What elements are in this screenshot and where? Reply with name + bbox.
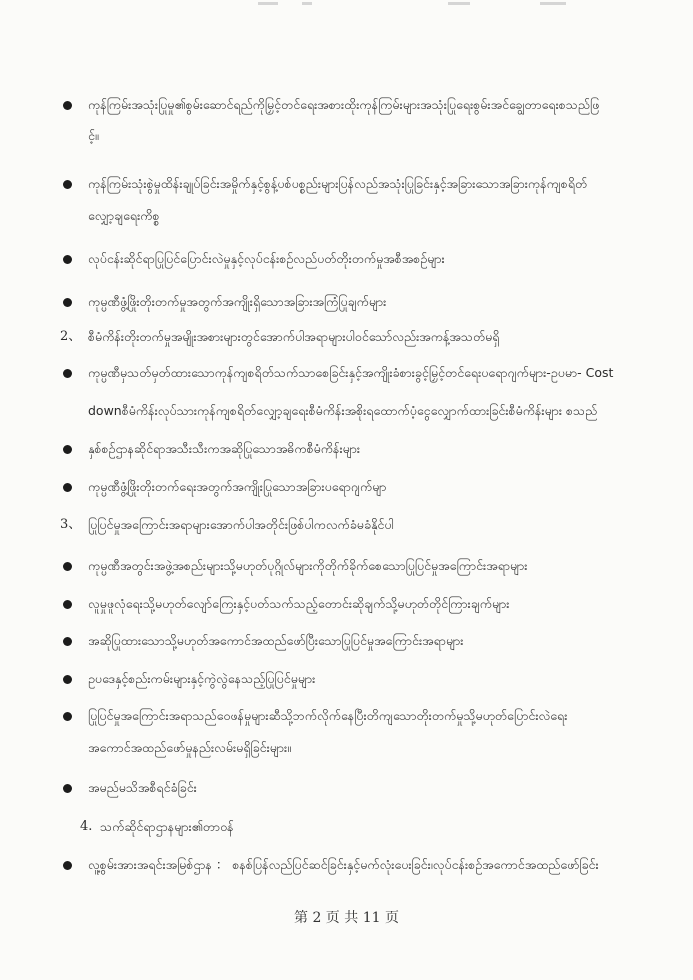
line-text: ကုန်ကြမ်းအသုံးပြုမှု၏စွမ်းဆောင်ရည်ကိုမြှင့်တင်ရေးအစားထိုးကုန်ကြမ်းများအသုံးပြုရေးစွမ်းအင်ချွေတာရေးစသည်ဖြ (88, 97, 600, 112)
list-number: 3、 (60, 517, 82, 532)
line-text: လုပ်ငန်းဆိုင်ရာပြုပြင်ပြောင်းလဲမှုနှင့်လုပ်ငန်းစဉ်လည်ပတ်တိုးတက်မှုအစီအစဉ်များ (88, 251, 445, 266)
bullet-icon (63, 712, 72, 721)
line-text: ပြုပြင်မှုအကြောင်းအရာများအောက်ပါအတိုင်းဖြစ်ပါကလက်ခံမခံနိုင်ပါ (88, 517, 394, 532)
scan-mark (258, 2, 278, 5)
line-text: အဆိုပြုထားသောသို့မဟုတ်အကောင်အထည်ဖော်ပြီးသောပြုပြင်မှုအကြောင်းအရာများ (88, 633, 464, 648)
line-text: ကုမ္ပဏီဖွံ့ဖြိုးတိုးတက်မှုအတွက်အကျိုးရှိသောအခြားအကြံပြုချက်များ (88, 294, 387, 309)
bullet-icon (63, 101, 72, 110)
line-text: ကုန်ကြမ်းသုံးစွဲမှုထိန်းချုပ်ခြင်းအမှိုက်နှင့်စွန့်ပစ်ပစ္စည်းများပြန်လည်အသုံးပြုခြင်းနှင့်အခြားသောအခြားကုန်ကျစရိတ် (88, 176, 588, 191)
bullet-icon (63, 861, 72, 870)
list-number: 2、 (60, 329, 82, 344)
line-text: နှစ်စဉ်ဌာနဆိုင်ရာအသီးသီးကအဆိုပြုသောအဓိကစီမံကိန်းများ (88, 441, 361, 456)
line-text: လူ့စွမ်းအားအရင်းအမြစ်ဌာန ： စနစ်ပြန်လည်ပြင်ဆင်ခြင်းနှင့်မက်လုံးပေးခြင်း၊လုပ်ငန်းစဉ်အကောင်အထည်ဖော်ခြင်း (88, 857, 599, 872)
bullet-icon (63, 675, 72, 684)
line-text: လူမှုဖူလုံရေးသို့မဟုတ်လျော်ကြေးနှင့်ပတ်သက်သည့်တောင်းဆိုချက်သို့မဟုတ်တိုင်ကြားချက်များ (88, 596, 510, 611)
scan-mark (540, 2, 566, 5)
bullet-icon (63, 298, 72, 307)
bullet-icon (63, 637, 72, 646)
scan-artifacts (0, 0, 693, 10)
line-text: လျှော့ချရေးကိစ္စ (88, 208, 160, 223)
bullet-icon (63, 483, 72, 492)
bullet-icon (63, 255, 72, 264)
line-text: ကုမ္ပဏီဖွံ့ဖြိုးတိုးတက်ရေးအတွက်အကျိုးပြုသောအခြားပရောဂျက်မျာ (88, 479, 387, 494)
scan-mark (448, 2, 470, 5)
line-text: င့်။ (88, 128, 99, 143)
line-text: ဥပဒေနှင့်စည်းကမ်းများနှင့်ကွဲလွဲနေသည့်ပြုပြင်မှုများ (88, 671, 316, 686)
line-text: အကောင်အထည်ဖော်မှုနည်းလမ်းမရှိခြင်းများ။ (88, 740, 291, 755)
bullet-icon (63, 562, 72, 571)
bullet-icon (63, 445, 72, 454)
bullet-icon (63, 369, 72, 378)
page-footer: 第 2 页 共 11 页 (294, 910, 399, 926)
line-text: ပြုပြင်မှုအကြောင်းအရာသည်ဝေဖန်မှုများဆီသို့ဘက်လိုက်နေပြီးတိကျသောတိုးတက်မှုသို့မဟုတ်ပြောင်းလဲရေး (88, 708, 568, 723)
bullet-icon (63, 600, 72, 609)
list-number: 4. (80, 819, 93, 834)
line-text: ကုမ္ပဏီမှသတ်မှတ်ထားသောကုန်ကျစရိတ်သက်သာစေခြင်းနှင့်အကျိုးခံစားခွင့်မြှင့်တင်ရေးပရောဂျက်များ-ဥပမာ- Cost (88, 365, 614, 380)
line-text: သက်ဆိုင်ရာဌာနများ၏တာဝန် (100, 819, 234, 834)
bullet-icon (63, 180, 72, 189)
line-text: စီမံကိန်းတိုးတက်မှုအမျိုးအစားများတွင်အောက်ပါအရာများပါဝင်သော်လည်းအကန့်အသတ်မရှိ (88, 329, 500, 344)
line-text: အမည်မသိအစီရင်ခံခြင်း (88, 780, 197, 795)
bullet-icon (63, 784, 72, 793)
line-text: downစီမံကိန်းလုပ်သားကုန်ကျစရိတ်လျှော့ချရေးစီမံကိန်းအစိုးရထောက်ပံ့ငွေလျှောက်ထားခြင်းစီမံကိန်းများ စသည် (88, 403, 598, 418)
scan-mark (302, 2, 312, 5)
line-text: ကုမ္ပဏီအတွင်းအဖွဲ့အစည်းများသို့မဟုတ်ပုဂ္ဂိုလ်များကိုတိုက်ခိုက်စေသောပြုပြင်မှုအကြောင်းအရာများ (88, 558, 528, 573)
